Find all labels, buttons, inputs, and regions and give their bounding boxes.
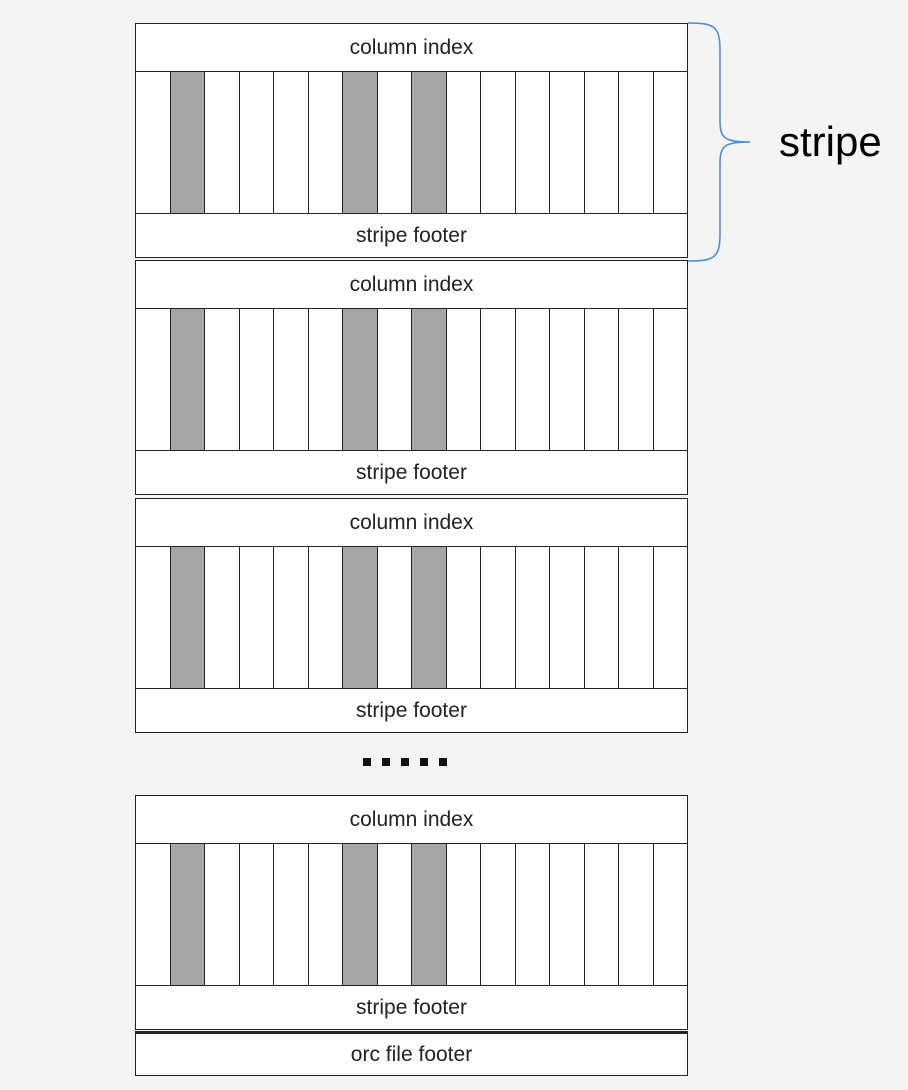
data-column <box>378 309 413 450</box>
column-data-row <box>136 547 687 688</box>
data-column <box>240 844 275 985</box>
data-column <box>481 309 516 450</box>
selected-column <box>171 844 206 985</box>
data-column <box>585 844 620 985</box>
stripe-footer-row: stripe footer <box>136 688 687 732</box>
ellipsis-dot <box>420 758 428 766</box>
data-column <box>447 309 482 450</box>
data-column <box>516 72 551 213</box>
data-column <box>481 72 516 213</box>
data-column <box>585 72 620 213</box>
column-index-row: column index <box>136 499 687 547</box>
data-column <box>274 72 309 213</box>
stripe-block <box>135 795 688 1030</box>
ellipsis-dot <box>363 758 371 766</box>
stripe-block <box>135 260 688 495</box>
data-column <box>274 547 309 688</box>
stripe-block <box>135 23 688 258</box>
data-column <box>240 547 275 688</box>
selected-column <box>412 309 447 450</box>
data-column <box>447 844 482 985</box>
data-column <box>205 72 240 213</box>
data-column <box>309 309 344 450</box>
stripe-footer-row: stripe footer <box>136 213 687 257</box>
data-column <box>654 844 688 985</box>
column-data-row <box>136 844 687 985</box>
data-column <box>205 547 240 688</box>
data-column <box>447 547 482 688</box>
stripe-footer-row: stripe footer <box>136 450 687 494</box>
selected-column <box>343 309 378 450</box>
selected-column <box>171 309 206 450</box>
ellipsis <box>363 758 447 766</box>
data-column <box>274 309 309 450</box>
data-column <box>136 309 171 450</box>
data-column <box>447 72 482 213</box>
data-column <box>309 547 344 688</box>
selected-column <box>343 844 378 985</box>
data-column <box>619 309 654 450</box>
selected-column <box>343 547 378 688</box>
data-column <box>378 72 413 213</box>
data-column <box>309 844 344 985</box>
column-index-row: column index <box>136 796 687 844</box>
data-column <box>516 309 551 450</box>
column-data-row <box>136 72 687 213</box>
data-column <box>378 844 413 985</box>
data-column <box>274 844 309 985</box>
data-column <box>240 72 275 213</box>
ellipsis-dot <box>439 758 447 766</box>
data-column <box>585 547 620 688</box>
ellipsis-dot <box>401 758 409 766</box>
data-column <box>309 72 344 213</box>
stripe-block <box>135 498 688 733</box>
data-column <box>136 844 171 985</box>
selected-column <box>412 844 447 985</box>
data-column <box>550 72 585 213</box>
ellipsis-dot <box>382 758 390 766</box>
stripe-label: stripe <box>779 118 882 165</box>
selected-column <box>171 72 206 213</box>
data-column <box>654 547 688 688</box>
data-column <box>481 844 516 985</box>
column-index-row: column index <box>136 24 687 72</box>
data-column <box>136 547 171 688</box>
data-column <box>378 547 413 688</box>
data-column <box>585 309 620 450</box>
data-column <box>550 309 585 450</box>
data-column <box>654 72 688 213</box>
data-column <box>654 309 688 450</box>
data-column <box>550 844 585 985</box>
orc-file-footer: orc file footer <box>135 1031 688 1076</box>
selected-column <box>343 72 378 213</box>
data-column <box>136 72 171 213</box>
selected-column <box>412 547 447 688</box>
selected-column <box>171 547 206 688</box>
data-column <box>481 547 516 688</box>
data-column <box>516 844 551 985</box>
data-column <box>550 547 585 688</box>
data-column <box>619 72 654 213</box>
data-column <box>205 844 240 985</box>
stripe-brace <box>686 20 756 264</box>
data-column <box>516 547 551 688</box>
column-data-row <box>136 309 687 450</box>
data-column <box>619 844 654 985</box>
selected-column <box>412 72 447 213</box>
data-column <box>240 309 275 450</box>
data-column <box>619 547 654 688</box>
data-column <box>205 309 240 450</box>
column-index-row: column index <box>136 261 687 309</box>
stripe-footer-row: stripe footer <box>136 985 687 1029</box>
